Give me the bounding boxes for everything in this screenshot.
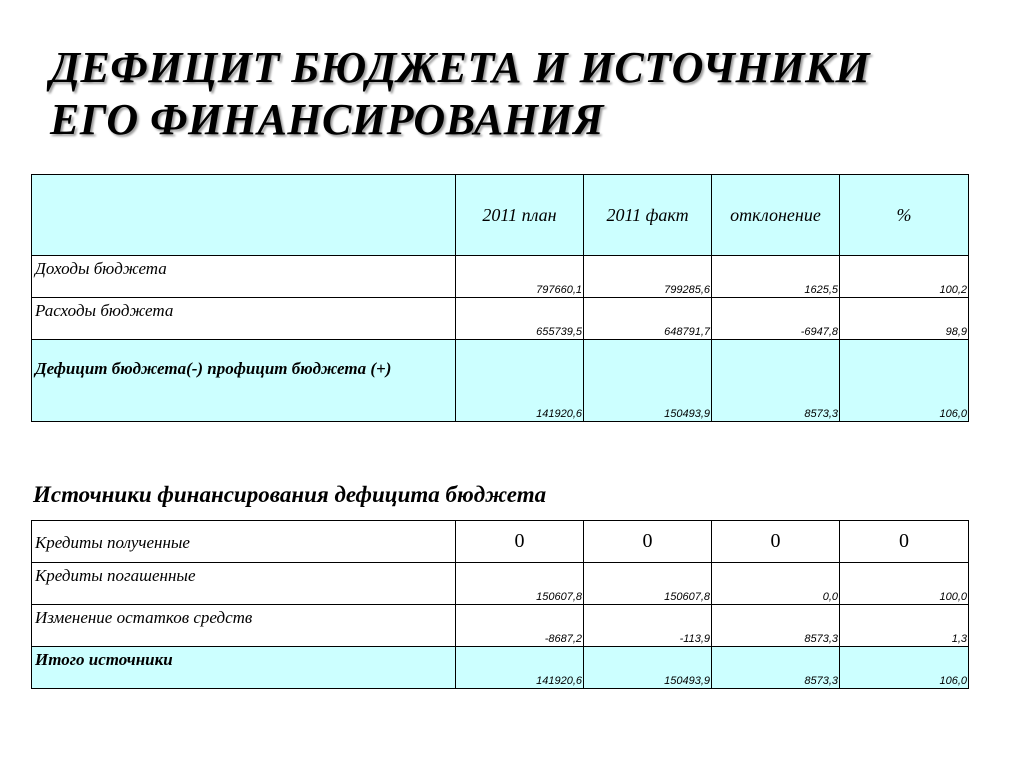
cell-value: 648791,7 [584,298,712,340]
header-cell-deviation: отклонение [712,175,840,256]
cell-value: 0 [712,521,840,563]
cell-value: 106,0 [840,647,969,689]
table-row [32,298,969,340]
cell-value: 150493,9 [584,647,712,689]
cell-value: 797660,1 [456,256,584,298]
row-label-credits-received: Кредиты полученные [32,521,456,563]
table-row [32,563,969,605]
cell-value: 8573,3 [712,647,840,689]
header-cell-fact: 2011 факт [584,175,712,256]
table-row-total [32,647,969,689]
cell-value: 0 [456,521,584,563]
budget-table [31,174,969,422]
table-row [32,521,969,563]
row-label-balance-change: Изменение остатков средств [32,605,456,647]
table-header-row [32,175,969,256]
header-cell-empty [32,175,456,256]
page-title-line-2: ЕГО ФИНАНСИРОВАНИЯ [50,95,604,144]
cell-value: 655739,5 [456,298,584,340]
cell-value: 0,0 [712,563,840,605]
table-row [32,256,969,298]
cell-value: 98,9 [840,298,969,340]
cell-value: 100,0 [840,563,969,605]
page-title [50,42,990,146]
table-row-deficit [32,340,969,422]
cell-value: 100,2 [840,256,969,298]
row-label-credits-repaid: Кредиты погашенные [32,563,456,605]
row-label-deficit: Дефицит бюджета(-) профицит бюджета (+) [32,340,456,422]
cell-value: 150607,8 [456,563,584,605]
cell-value: 141920,6 [456,340,584,422]
table-row [32,605,969,647]
row-label-expenses: Расходы бюджета [32,298,456,340]
cell-value: 106,0 [840,340,969,422]
cell-value: 150493,9 [584,340,712,422]
cell-value: -113,9 [584,605,712,647]
cell-value: 150607,8 [584,563,712,605]
row-label-income: Доходы бюджета [32,256,456,298]
page-title-line-1: ДЕФИЦИТ БЮДЖЕТА И ИСТОЧНИКИ [50,43,871,92]
section-subtitle: Источники финансирования дефицита бюджета [33,482,547,507]
header-cell-plan: 2011 план [456,175,584,256]
cell-value: 0 [584,521,712,563]
cell-value: -8687,2 [456,605,584,647]
header-cell-percent: % [840,175,969,256]
cell-value: 1625,5 [712,256,840,298]
cell-value: 0 [840,521,969,563]
cell-value: -6947,8 [712,298,840,340]
cell-value: 1,3 [840,605,969,647]
cell-value: 8573,3 [712,605,840,647]
cell-value: 141920,6 [456,647,584,689]
financing-sources-table [31,520,969,689]
row-label-total-sources: Итого источники [32,647,456,689]
cell-value: 799285,6 [584,256,712,298]
cell-value: 8573,3 [712,340,840,422]
